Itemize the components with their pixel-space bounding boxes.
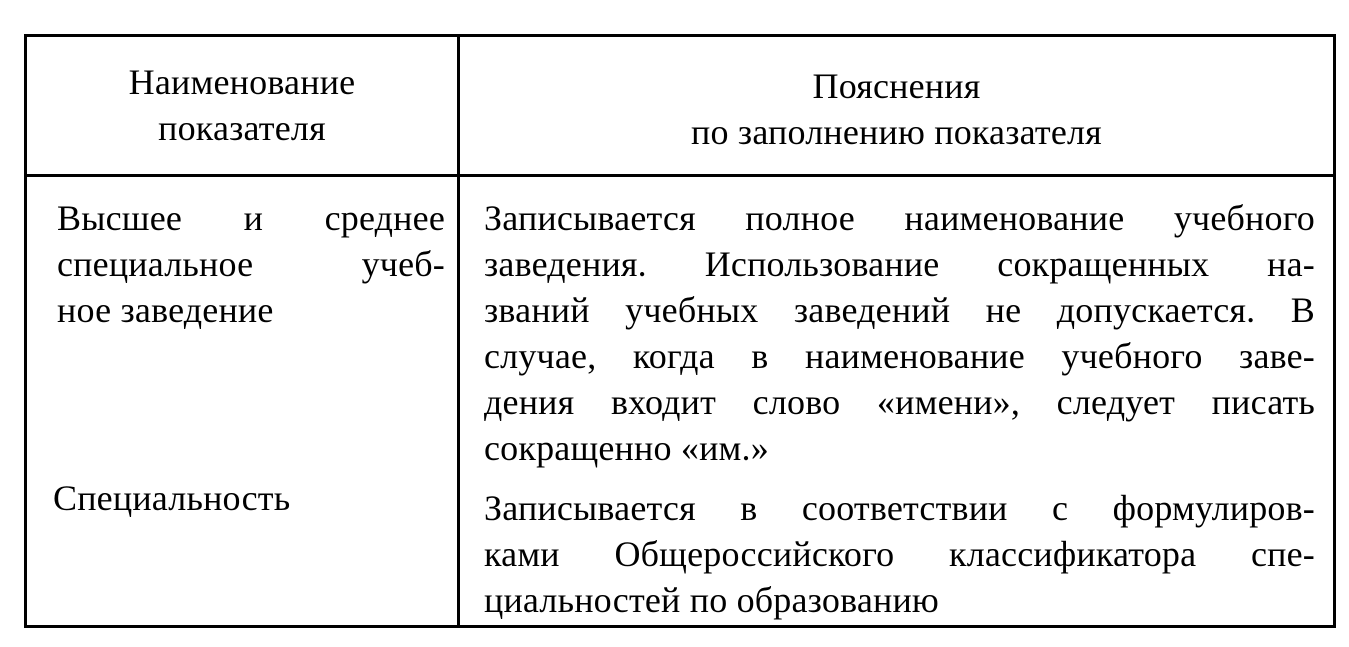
row-1-right-line-5: дения входит слово «имени», следует писать (484, 382, 1315, 422)
row-2-left-line-1: Специальность (53, 478, 291, 518)
header-right-line-2: по заполнению показателя (691, 112, 1102, 152)
row-1-right-line-3: званий учебных заведений не допускается. В (484, 290, 1315, 330)
row-2-right-line-1: Записывается в соответствии с формулиров- (484, 488, 1315, 528)
row-1-right-line-6: сокращенно «им.» (484, 428, 769, 468)
row-2-explanation (460, 485, 1333, 623)
row-1-left-line-1: Высшее и среднее (57, 198, 445, 238)
header-left-line-2: показателя (158, 108, 326, 148)
row-2-right-line-2: ками Общероссийского классификатора спе- (484, 534, 1315, 574)
header-right-line-1: Пояснения (812, 66, 981, 106)
row-1-right-line-4: случае, когда в наименование учебного заве- (484, 336, 1315, 376)
row-1-explanation (460, 195, 1333, 471)
header-divider (27, 174, 1333, 177)
row-1-left-line-2: специальное учеб- (57, 244, 445, 284)
explanation-table (24, 34, 1336, 628)
row-2-right-line-3: циальностей по образованию (484, 580, 940, 620)
row-1-right-line-2: заведения. Использование сокращенных на- (484, 244, 1315, 284)
header-explanations (460, 63, 1333, 155)
header-indicator-name (27, 59, 457, 151)
row-1-left-line-3: ное заведение (57, 290, 274, 330)
header-left-line-1: Наименование (128, 62, 356, 102)
row-1-right-line-1: Записывается полное наименование учебного (484, 198, 1315, 238)
row-2-indicator (27, 475, 457, 521)
row-1-indicator (27, 195, 457, 333)
